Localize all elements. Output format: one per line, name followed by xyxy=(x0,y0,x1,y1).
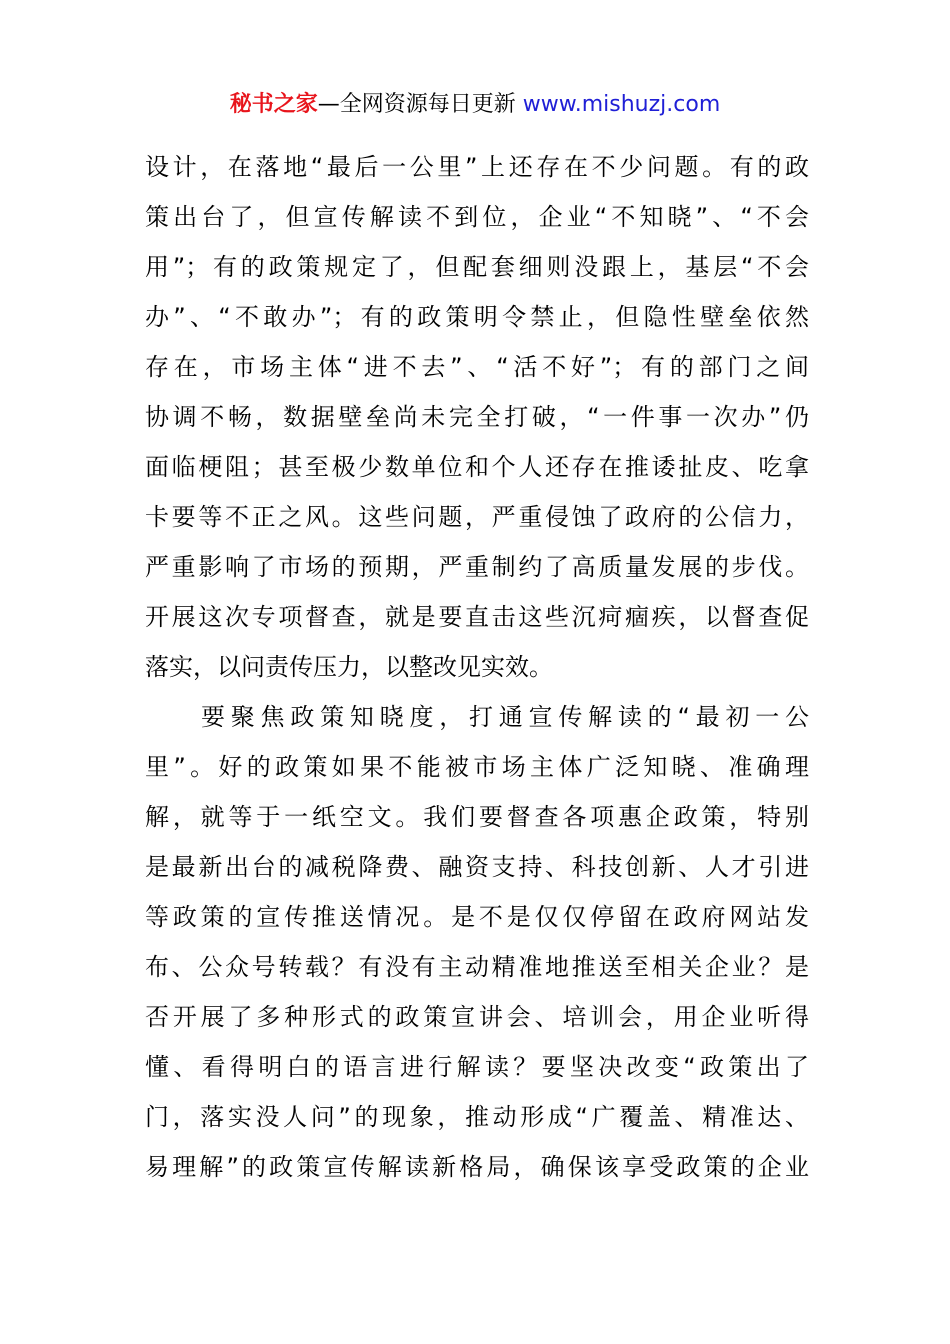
paragraph xyxy=(145,142,809,692)
text-line: 落实，以问责传压力，以整改见实效。 xyxy=(145,653,553,681)
site-url-link[interactable]: www.mishuzj.com xyxy=(522,92,721,117)
text-line: 用”；有的政策规定了，但配套细则没跟上，基层“不会 xyxy=(145,253,809,281)
text-line: 开展这次专项督查，就是要直击这些沉疴痼疾，以督查促 xyxy=(145,603,809,631)
text-line: 卡要等不正之风。这些问题，严重侵蚀了政府的公信力， xyxy=(145,503,809,531)
text-line: 存在，市场主体“进不去”、“活不好”；有的部门之间 xyxy=(145,353,809,381)
text-line: 是最新出台的减税降费、融资支持、科技创新、人才引进 xyxy=(145,853,809,881)
text-line: 设计，在落地“最后一公里”上还存在不少问题。有的政 xyxy=(145,153,809,181)
text-line: 否开展了多种形式的政策宣讲会、培训会，用企业听得 xyxy=(145,1003,809,1031)
header-tagline: —全网资源每日更新 xyxy=(317,92,523,117)
text-line: 办”、“不敢办”；有的政策明令禁止，但隐性壁垒依然 xyxy=(145,303,809,331)
text-line: 严重影响了市场的预期，严重制约了高质量发展的步伐。 xyxy=(145,553,809,581)
text-line: 门，落实没人问”的现象，推动形成“广覆盖、精准达、 xyxy=(145,1103,809,1131)
text-line: 易理解”的政策宣传解读新格局，确保该享受政策的企业 xyxy=(145,1153,809,1181)
text-line: 要聚焦政策知晓度，打通宣传解读的“最初一公 xyxy=(201,703,809,731)
text-line: 策出台了，但宣传解读不到位，企业“不知晓”、“不会 xyxy=(145,203,809,231)
text-line: 解，就等于一纸空文。我们要督查各项惠企政策，特别 xyxy=(145,803,809,831)
text-line: 协调不畅，数据壁垒尚未完全打破，“一件事一次办”仍 xyxy=(145,403,809,431)
text-line: 里”。好的政策如果不能被市场主体广泛知晓、准确理 xyxy=(145,753,809,781)
page-header xyxy=(0,88,950,122)
paragraph xyxy=(145,692,809,1192)
text-line: 懂、看得明白的语言进行解读？要坚决改变“政策出了 xyxy=(145,1053,809,1081)
brand-name: 秘书之家 xyxy=(229,92,318,117)
document-body xyxy=(145,142,809,1192)
text-line: 面临梗阻；甚至极少数单位和个人还存在推诿扯皮、吃拿 xyxy=(145,453,809,481)
text-line: 布、公众号转载？有没有主动精准地推送至相关企业？是 xyxy=(145,953,809,981)
text-line: 等政策的宣传推送情况。是不是仅仅停留在政府网站发 xyxy=(145,903,809,931)
